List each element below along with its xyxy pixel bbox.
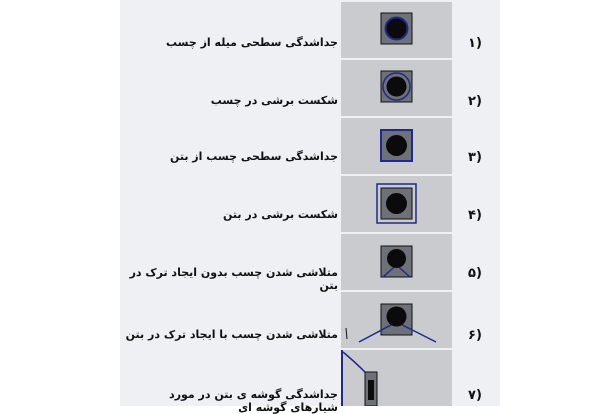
corner-edge	[341, 350, 343, 406]
failure-mode-diagram-3	[341, 118, 452, 174]
failure-mode-row-1	[120, 0, 500, 58]
failure-mode-caption-5: متلاشی شدن چسب بدون ایجاد ترک در بتن	[129, 266, 338, 292]
failure-mode-diagram-1	[341, 2, 452, 58]
failure-mode-diagram-2	[341, 60, 452, 116]
failure-mode-caption-2: شکست برشی در چسب	[210, 94, 338, 107]
failure-mode-number-6: ۶)	[468, 328, 482, 343]
bar	[386, 193, 407, 214]
failure-mode-number-2: ۲)	[468, 94, 482, 109]
failure-mode-row-3	[120, 116, 500, 174]
failure-mode-row-4	[120, 174, 500, 232]
failure-mode-number-1: ۱)	[468, 36, 482, 51]
failure-mode-row-6	[120, 290, 500, 348]
bar	[386, 135, 407, 156]
failure-mode-row-5	[120, 232, 500, 290]
concrete-block	[341, 350, 452, 406]
bar	[387, 77, 407, 97]
failure-mode-diagram-6	[341, 292, 452, 348]
failure-mode-caption-1: جداشدگی سطحی میله از چسب	[166, 36, 338, 49]
bar	[387, 249, 406, 268]
failure-mode-row-7	[120, 348, 500, 414]
failure-mode-diagram-5	[341, 234, 452, 290]
failure-mode-diagram-7	[341, 350, 452, 406]
failure-mode-number-7: ۷)	[468, 388, 482, 403]
failure-mode-caption-3: جداشدگی سطحی چسب از بتن	[169, 150, 338, 163]
failure-mode-row-2	[120, 58, 500, 116]
failure-modes-sheet	[120, 0, 500, 414]
failure-mode-number-4: ۴)	[468, 208, 482, 223]
failure-mode-caption-4: شکست برشی در بتن	[223, 208, 338, 221]
failure-mode-number-3: ۳)	[468, 150, 482, 165]
bar	[386, 18, 408, 40]
failure-mode-caption-6: متلاشی شدن چسب با ایجاد ترک در بتن	[125, 328, 338, 341]
failure-mode-caption-7: جداشدگی گوشه ی بتن در مورد شیارهای گوشه ای	[169, 388, 338, 414]
bar	[368, 380, 374, 400]
failure-mode-number-5: ۵)	[468, 266, 482, 281]
failure-mode-diagram-4	[341, 176, 452, 232]
bar	[387, 307, 407, 327]
